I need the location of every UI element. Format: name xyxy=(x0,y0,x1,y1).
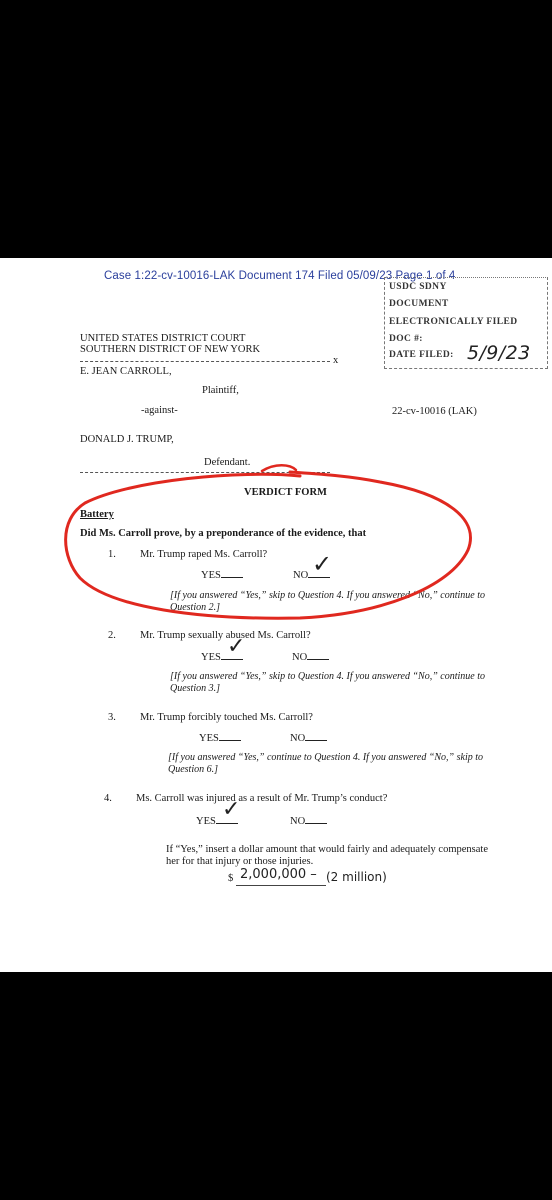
stamp-line-5: DATE FILED: xyxy=(389,350,454,360)
caption-divider-top xyxy=(80,361,330,362)
question-1-text: Mr. Trump raped Ms. Carroll? xyxy=(140,549,268,560)
stamp-line-1: USDC SDNY xyxy=(389,282,447,292)
document-page xyxy=(0,258,552,972)
question-3-instruction: [If you answered “Yes,” continue to Question 4. If you answered “No,” skip to Question 6.] xyxy=(168,752,483,775)
question-3-yes: YES xyxy=(199,731,241,744)
check-mark-q4-yes: ✓ xyxy=(222,797,241,822)
question-4-yes: YES xyxy=(196,814,238,827)
check-mark-q2-yes: ✓ xyxy=(227,634,246,659)
question-4-text: Ms. Carroll was injured as a result of Mr. Trump’s conduct? xyxy=(136,793,388,804)
stamp-line-2: DOCUMENT xyxy=(389,299,449,309)
form-title: VERDICT FORM xyxy=(244,487,327,498)
question-1-number: 1. xyxy=(108,549,116,560)
question-4-no: NO xyxy=(290,814,327,827)
stamp-line-3: ELECTRONICALLY FILED xyxy=(389,317,518,327)
defendant-name: DONALD J. TRUMP, xyxy=(80,434,174,445)
dollar-sign: $ xyxy=(228,873,234,884)
filing-stamp xyxy=(384,277,548,369)
question-2-no: NO xyxy=(292,650,329,663)
stamp-line-4: DOC #: xyxy=(389,334,423,344)
damages-handwritten-amount: 2,000,000 – xyxy=(240,867,317,882)
red-circle-tail xyxy=(262,465,296,471)
plaintiff-name: E. JEAN CARROLL, xyxy=(80,366,172,377)
question-4-number: 4. xyxy=(104,793,112,804)
question-3-text: Mr. Trump forcibly touched Ms. Carroll? xyxy=(140,712,313,723)
against-label: -against- xyxy=(141,405,178,416)
court-district: SOUTHERN DISTRICT OF NEW YORK xyxy=(80,344,261,355)
question-1-no: NO xyxy=(293,568,330,581)
stamp-date-handwritten: 5/9/23 xyxy=(467,342,531,364)
caption-x-mark: x xyxy=(333,355,339,366)
damages-line xyxy=(236,885,326,886)
damages-instruction: If “Yes,” insert a dollar amount that would fairly and adequately compensate her for that injury or those injuries. xyxy=(166,844,488,867)
case-header: Case 1:22-cv-10016-LAK Document 174 Filed 05/09/23 Page 1 of 4 xyxy=(104,270,456,282)
damages-handwritten-note: (2 million) xyxy=(326,870,387,884)
question-2-yes: YES xyxy=(201,650,243,663)
question-2-text: Mr. Trump sexually abused Ms. Carroll? xyxy=(140,630,311,641)
question-3-no: NO xyxy=(290,731,327,744)
question-1-instruction: [If you answered “Yes,” skip to Question 4. If you answered “No,” continue to Question 2.] xyxy=(170,590,485,613)
court-name: UNITED STATES DISTRICT COURT xyxy=(80,333,246,344)
lead-question: Did Ms. Carroll prove, by a preponderance of the evidence, that xyxy=(80,528,367,539)
question-1-yes: YES xyxy=(201,568,243,581)
plaintiff-role: Plaintiff, xyxy=(202,385,239,396)
question-3-number: 3. xyxy=(108,712,116,723)
question-2-number: 2. xyxy=(108,630,116,641)
question-2-instruction: [If you answered “Yes,” skip to Question 4. If you answered “No,” continue to Question 3.] xyxy=(170,671,485,694)
check-mark-q1-no: ✓ xyxy=(312,550,333,578)
caption-divider-bottom xyxy=(80,472,330,473)
defendant-role: Defendant. xyxy=(204,457,251,468)
case-number: 22-cv-10016 (LAK) xyxy=(392,406,477,417)
section-heading: Battery xyxy=(80,509,114,520)
